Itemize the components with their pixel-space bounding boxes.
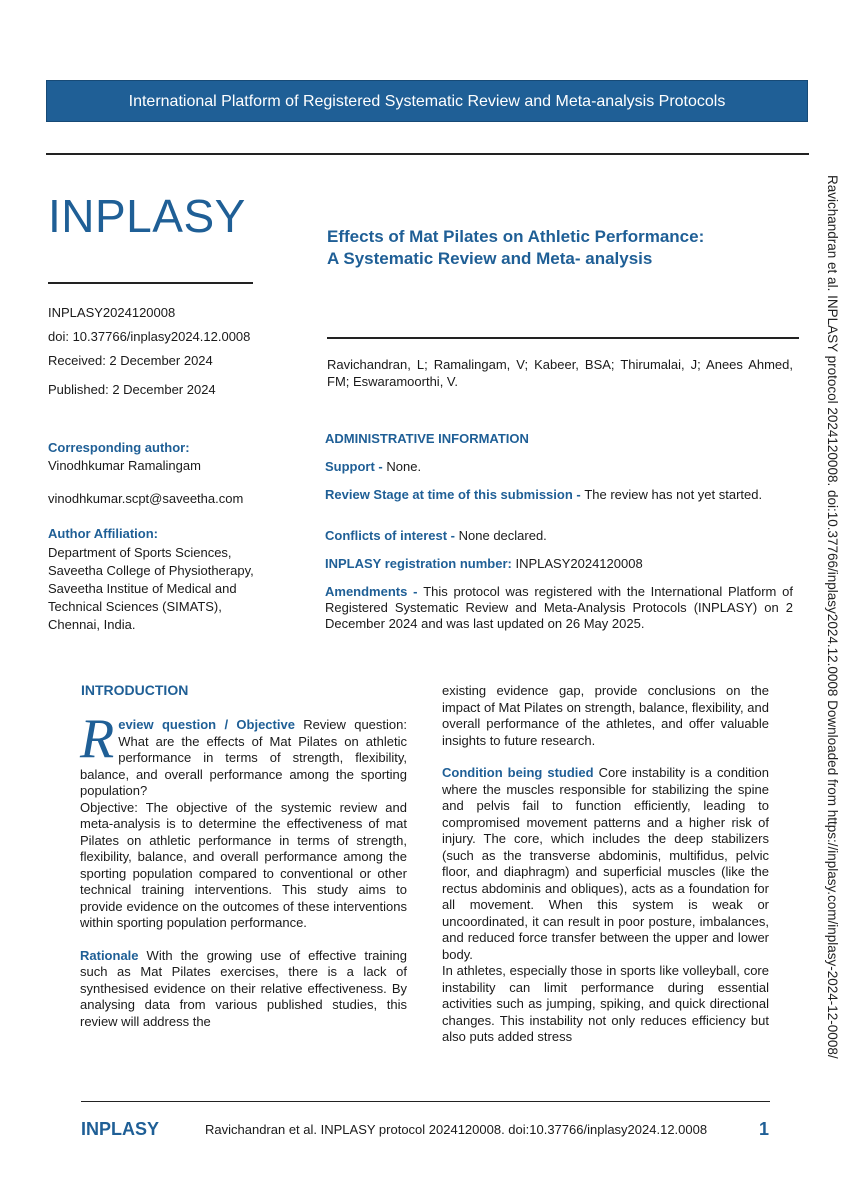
review-question-text: Review question: What are the effects of Mat Pilates on athletic performance in terms of strength, flexibility, balance, and overall performance among the sporting population? bbox=[80, 717, 407, 798]
corresponding-name: Vinodhkumar Ramalingam bbox=[48, 458, 201, 473]
doi[interactable]: doi: 10.37766/inplasy2024.12.0008 bbox=[48, 329, 251, 344]
affiliation-block bbox=[48, 544, 254, 634]
conflicts-value: None declared. bbox=[458, 528, 547, 543]
affiliation-line: Technical Sciences (SIMATS), bbox=[48, 599, 222, 614]
corresponding-email[interactable]: vinodhkumar.scpt@saveetha.com bbox=[48, 491, 244, 506]
published-date: Published: 2 December 2024 bbox=[48, 382, 216, 397]
review-question-paragraph bbox=[80, 708, 407, 800]
review-stage-value: The review has not yet started. bbox=[584, 487, 763, 502]
amendments-value: This protocol was registered with the International Platform of Registered Systematic Review and Meta-Analysis Protocols (INPLASY) on 2 December 2024 and was last updated on 26 May 2025. bbox=[325, 584, 793, 631]
admin-registration-number bbox=[325, 556, 793, 572]
objective-paragraph: Objective: The objective of the systemic review and meta-analysis is to determine the effectiveness of mat Pilates on athletic performance in terms of strength, flexibility, balance, and overall performance among the sporting population compared to conventional or other technical training interventions. This study aims to provide evidence on the outcomes of these interventions within sporting population performance. bbox=[80, 799, 407, 930]
affiliation-heading: Author Affiliation: bbox=[48, 526, 158, 541]
brand-rule bbox=[48, 282, 253, 284]
introduction-heading: INTRODUCTION bbox=[81, 682, 189, 698]
title-line-2: A Systematic Review and Meta- analysis bbox=[327, 249, 653, 268]
affiliation-line: Department of Sports Sciences, bbox=[48, 545, 232, 560]
corresponding-heading: Corresponding author: bbox=[48, 440, 190, 455]
received-date: Received: 2 December 2024 bbox=[48, 353, 213, 368]
sidebar-text[interactable]: Ravichandran et al. INPLASY protocol 2024120008. doi:10.37766/inplasy2024.12.0008 Downloaded from https://inplasy.com/inplasy-2024-12-0008/ bbox=[825, 175, 840, 1059]
title-line-1: Effects of Mat Pilates on Athletic Performance: bbox=[327, 227, 705, 246]
athletes-paragraph: In athletes, especially those in sports like volleyball, core instability can limit performance during essential activities such as jumping, spiking, and quick directional changes. This instability not only reduces efficiency but also puts added stress bbox=[442, 963, 769, 1044]
header-rule bbox=[46, 153, 809, 155]
title-rule bbox=[327, 337, 799, 339]
rationale-text: With the growing use of effective training such as Mat Pilates exercises, there is a lack of synthesised evidence on their relative effectiveness. By analysing data from various published studies, this review will address the bbox=[80, 947, 407, 1029]
conflicts-label: Conflicts of interest - bbox=[325, 528, 459, 543]
review-question-label: eview question / Objective bbox=[118, 717, 295, 732]
author-list: Ravichandran, L; Ramalingam, V; Kabeer, BSA; Thirumalai, J; Anees Ahmed, FM; Eswaramoorthi, V. bbox=[327, 357, 793, 389]
drop-cap: R bbox=[80, 708, 115, 770]
review-stage-label: Review Stage at time of this submission - bbox=[325, 487, 585, 502]
admin-conflicts bbox=[325, 528, 793, 544]
support-label: Support - bbox=[325, 459, 387, 474]
condition-label: Condition being studied bbox=[442, 765, 594, 780]
journal-brand: INPLASY bbox=[48, 190, 246, 242]
admin-amendments bbox=[325, 584, 793, 632]
regnum-value: INPLASY2024120008 bbox=[515, 556, 643, 571]
admin-heading: ADMINISTRATIVE INFORMATION bbox=[325, 431, 529, 446]
condition-text: Core instability is a condition where the muscles responsible for stabilizing the spine and pelvis fail to function efficiently, leading to compromised movement patterns and a higher risk of injury. The core, which includes the deep stabilizers (such as the transverse abdominis, multifidus, pelvic floor, and diaphragm) and superficial muscles (like the rectus abdominis and obliques), acts as a foundation for all movement. When this system is weak or uncoordinated, it can result in poor posture, imbalances, and reduced force transfer between the upper and lower body. bbox=[442, 765, 770, 962]
amendments-label: Amendments - bbox=[325, 584, 424, 599]
condition-paragraph bbox=[442, 765, 769, 963]
affiliation-line: Chennai, India. bbox=[48, 617, 136, 632]
footer-brand: INPLASY bbox=[81, 1119, 160, 1139]
regnum-label: INPLASY registration number: bbox=[325, 556, 516, 571]
paper-title bbox=[327, 226, 797, 270]
admin-support bbox=[325, 459, 793, 475]
footer-rule bbox=[81, 1101, 770, 1102]
rationale-paragraph bbox=[80, 948, 407, 1031]
body-column-left bbox=[80, 708, 407, 1030]
page-number: 1 bbox=[759, 1119, 770, 1139]
body-column-right bbox=[442, 683, 769, 1046]
rationale-label: Rationale bbox=[80, 947, 139, 963]
affiliation-line: Saveetha Institue of Medical and bbox=[48, 581, 237, 596]
affiliation-line: Saveetha College of Physiotherapy, bbox=[48, 563, 254, 578]
download-sidebar bbox=[822, 175, 842, 1135]
journal-banner: International Platform of Registered Systematic Review and Meta-analysis Protocols bbox=[46, 80, 808, 122]
admin-review-stage bbox=[325, 487, 793, 503]
support-value: None. bbox=[386, 459, 422, 474]
continued-paragraph: existing evidence gap, provide conclusions on the impact of Mat Pilates on strength, balance, flexibility, and overall performance of the athletes, and offer valuable insights to future research. bbox=[442, 683, 769, 748]
registration-id: INPLASY2024120008 bbox=[48, 305, 176, 320]
footer-citation: Ravichandran et al. INPLASY protocol 2024120008. doi:10.37766/inplasy2024.12.0008 bbox=[205, 1122, 708, 1137]
